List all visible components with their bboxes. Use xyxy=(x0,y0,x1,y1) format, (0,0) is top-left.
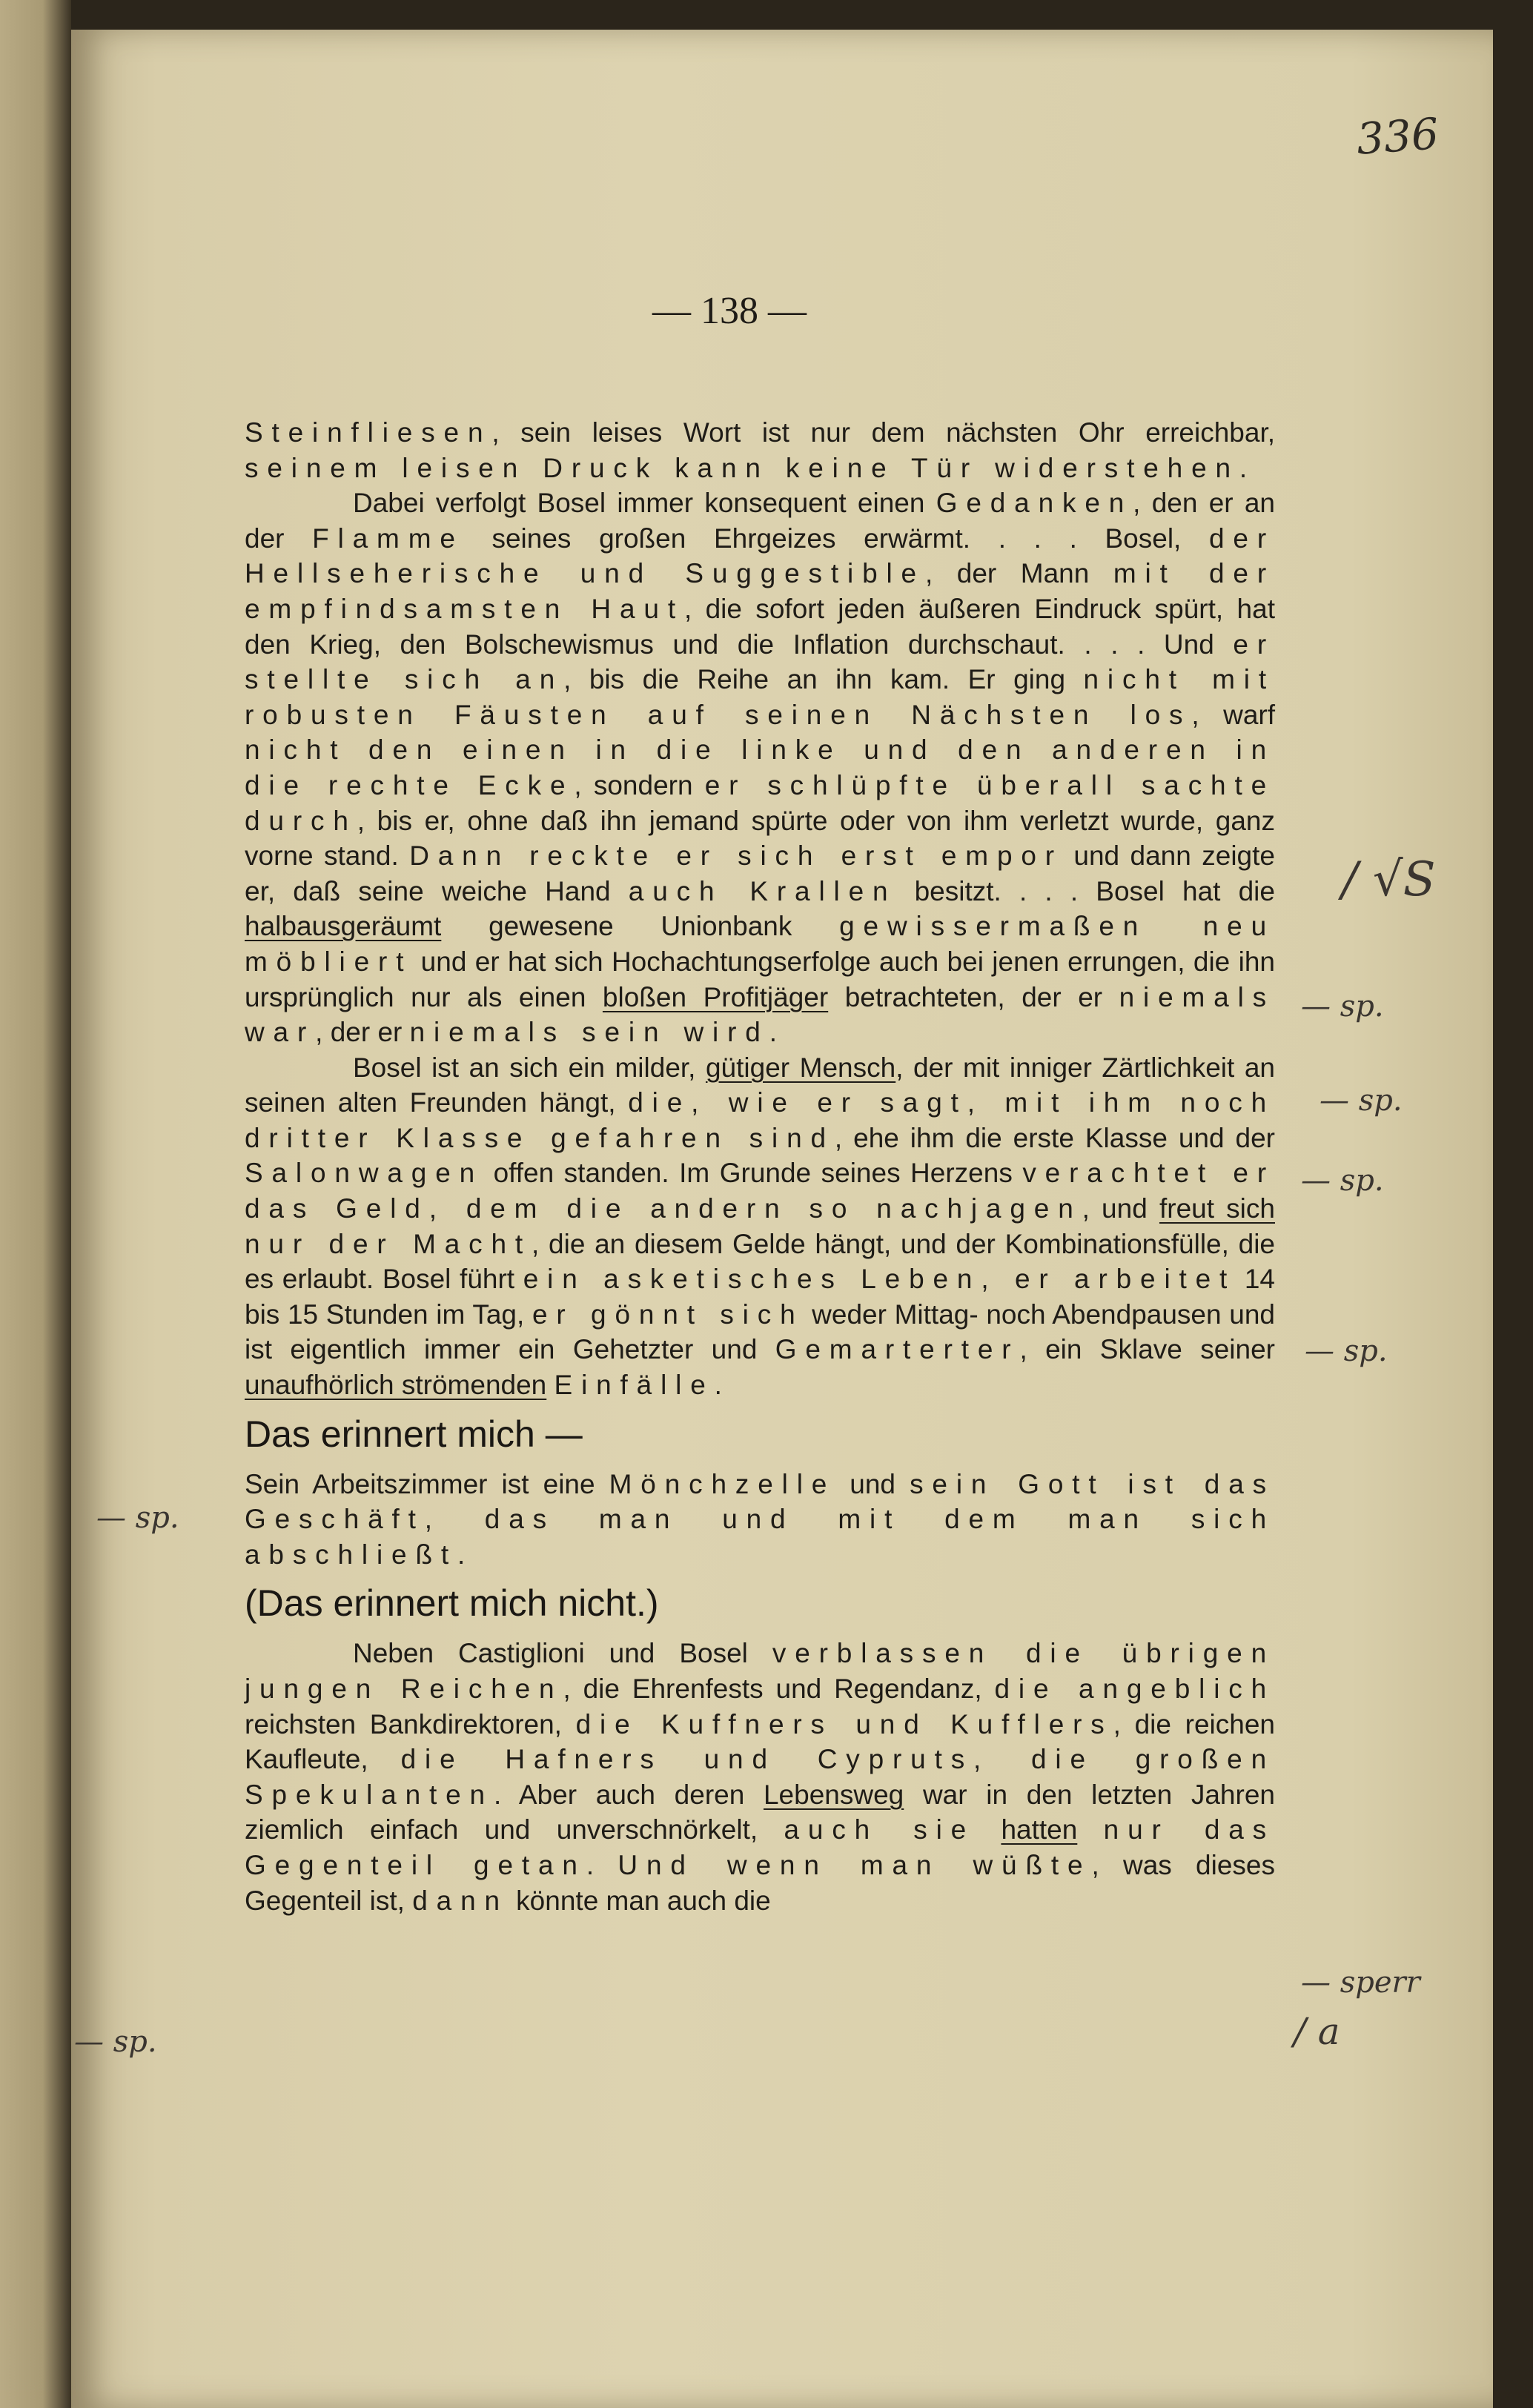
margin-mark-9: — sp. xyxy=(74,2025,157,2059)
spaced-emphasis: Mönchzelle xyxy=(609,1468,836,1499)
paragraph xyxy=(245,1050,1275,1403)
spaced-emphasis: niemals war xyxy=(245,981,1275,1048)
spaced-emphasis: Gedanken xyxy=(936,488,1133,519)
text-run: und er hat sich Hochachtungserfolge auch bei jenen errungen, die ihn ursprünglich nur als einen xyxy=(245,946,1275,1012)
text-run: besitzt. . . . Bosel hat die xyxy=(896,875,1275,906)
text-run: Dabei verfolgt Bosel immer konsequent einen xyxy=(353,488,936,519)
spaced-emphasis: seinem leisen Druck kann keine Tür widerstehen xyxy=(245,452,1239,483)
text-run: 14 bis 15 Stunden im Tag, xyxy=(245,1264,1275,1330)
text-run: , bis er, ohne daß ihn jemand spürte oder von ihm verletzt wurde, ganz vorne stand. xyxy=(245,805,1275,872)
spaced-emphasis: der Hellseherische und Suggestible xyxy=(245,523,1275,589)
text-run: , was dieses Gegenteil ist, xyxy=(245,1849,1276,1916)
page-number: — 138 — xyxy=(652,290,807,332)
text-run xyxy=(546,1370,554,1400)
spaced-emphasis: die Hafners und Cypruts, die großen Spekulanten xyxy=(245,1744,1276,1810)
spaced-emphasis: ein asketisches Leben, er arbeitet xyxy=(523,1264,1236,1295)
spaced-emphasis: nicht den einen in die linke und den anderen in die rechte Ecke xyxy=(245,734,1275,800)
spaced-emphasis: auch sie xyxy=(784,1814,976,1845)
margin-mark-8: / a xyxy=(1294,2010,1340,2053)
text-run: betrachteten, der er xyxy=(828,981,1119,1012)
spaced-emphasis: niemals sein wird xyxy=(409,1017,769,1048)
spaced-emphasis: die, wie er sagt, mit ihm noch dritter Klasse gefahren sind xyxy=(245,1087,1275,1153)
text-run: seines großen Ehrgeizes erwärmt. . . . Bosel, xyxy=(463,523,1209,554)
margin-mark-3: — sp. xyxy=(1320,1084,1403,1118)
text-run: , die Ehrenfests und Regendanz, xyxy=(563,1674,995,1704)
spaced-emphasis: verachtet er das Geld, dem die andern so nachjagen xyxy=(245,1158,1275,1224)
paragraph xyxy=(245,1467,1275,1573)
spaced-emphasis: verblassen die übrigen jungen Reichen xyxy=(245,1638,1275,1704)
spaced-emphasis: Gemarterter xyxy=(775,1334,1020,1365)
spaced-emphasis: nur das Gegenteil getan xyxy=(245,1814,1276,1880)
margin-mark-4: — sp. xyxy=(1301,1164,1384,1198)
underlined-text: gütiger Mensch xyxy=(705,1052,896,1083)
archive-number: 336 xyxy=(1354,108,1440,165)
spaced-emphasis: er stellte sich an xyxy=(245,628,1275,695)
text-run: , ein Sklave seiner xyxy=(1019,1334,1275,1365)
underlined-text: halbausgeräumt xyxy=(245,911,442,942)
text-run: war in den letzten Jahren ziemlich einfach und unverschnörkelt, xyxy=(245,1779,1275,1845)
text-run: , die reichen Kaufleute, xyxy=(245,1708,1275,1775)
margin-mark-1: / √S xyxy=(1342,852,1436,907)
underlined-text: unaufhörlich strömenden xyxy=(245,1370,547,1401)
spaced-emphasis: dann xyxy=(412,1885,509,1916)
facing-page-edge xyxy=(0,0,71,2408)
margin-mark-7: — sperr xyxy=(1301,1966,1420,2000)
spaced-emphasis: die angeblich xyxy=(994,1674,1276,1704)
text-run: , der mit inniger Zärtlichkeit an seinen alten Freunden hängt, xyxy=(245,1052,1275,1118)
text-run: . xyxy=(1239,452,1248,483)
section-heading: (Das erinnert mich nicht.) xyxy=(245,1582,659,1625)
spaced-emphasis: er gönnt sich xyxy=(532,1298,804,1330)
spaced-emphasis: die Kuffners und Kufflers xyxy=(575,1708,1113,1739)
paragraph xyxy=(245,1636,1275,1918)
spaced-emphasis: auch Krallen xyxy=(628,875,897,906)
text-run: . xyxy=(457,1539,466,1570)
text-run: . Aber auch deren xyxy=(493,1779,764,1810)
text-run: , die sofort jeden äußeren Eindruck spürt, hat den Krieg, den Bolschewismus und die Inflation durchschaut. . . . Und xyxy=(245,593,1275,660)
text-run: reichsten Bankdirektoren, xyxy=(245,1708,576,1739)
text-run: gewesene Unionbank xyxy=(441,911,840,942)
text-run: , und xyxy=(1082,1193,1159,1224)
spaced-emphasis: Salonwagen xyxy=(245,1158,484,1189)
spaced-emphasis: gewissermaßen neu möbliert xyxy=(245,911,1275,977)
body-text xyxy=(245,415,1275,1918)
text-run: , den er an der xyxy=(245,488,1276,554)
spaced-emphasis: nicht mit robusten Fäusten auf seinen Nächsten los xyxy=(245,664,1275,730)
text-run: Bosel ist an sich ein milder, xyxy=(353,1052,706,1083)
text-run: weder Mittag- noch Abendpausen und ist eigentlich immer ein Gehetzter und xyxy=(245,1298,1275,1365)
margin-mark-5: — sp. xyxy=(1305,1334,1388,1368)
underlined-text: freut sich xyxy=(1159,1193,1275,1224)
text-run: , der er xyxy=(315,1017,410,1048)
text-run: Sein Arbeitszimmer ist eine xyxy=(245,1468,609,1499)
underlined-text: bloßen Profitjäger xyxy=(602,981,829,1012)
text-run: , ehe ihm die erste Klasse und der xyxy=(834,1122,1275,1153)
underlined-text: Lebensweg xyxy=(763,1779,904,1810)
underlined-text: hatten xyxy=(1001,1814,1078,1845)
text-run: , der Mann xyxy=(924,558,1113,589)
text-run: offen standen. Im Grunde seines Herzens xyxy=(483,1158,1023,1189)
text-run xyxy=(975,1814,1001,1845)
paragraph xyxy=(245,485,1275,1050)
spaced-emphasis: nur der Macht xyxy=(245,1228,532,1259)
text-run: , warf xyxy=(1191,699,1275,730)
text-run: , sein leises Wort ist nur dem nächsten Ohr erreichbar, xyxy=(491,417,1275,448)
text-run: , sondern xyxy=(574,769,705,800)
paragraph xyxy=(245,415,1275,485)
text-run: , bis die Reihe an ihn kam. Er ging xyxy=(563,664,1084,695)
text-run xyxy=(1077,1814,1103,1845)
text-run: , die an diesem Gelde hängt, und der Kombinationsfülle, die es erlaubt. Bosel führt xyxy=(245,1228,1275,1295)
margin-mark-2: — sp. xyxy=(1301,989,1384,1024)
spaced-emphasis: Steinfliesen xyxy=(245,417,492,448)
spaced-emphasis: Einfälle xyxy=(554,1370,715,1401)
text-run: Neben Castiglioni und Bosel xyxy=(353,1638,772,1669)
text-run: und dann zeigte er, daß seine weiche Hand xyxy=(245,840,1275,906)
spaced-emphasis: Flamme xyxy=(312,523,464,554)
text-run: und xyxy=(835,1468,910,1499)
text-run: . xyxy=(714,1370,722,1401)
spaced-emphasis: mit der empfindsamsten Haut xyxy=(245,558,1275,624)
spaced-emphasis: Und wenn man wüßte xyxy=(617,1849,1092,1880)
spaced-emphasis: sein Gott ist das Geschäft, das man und mit dem man sich abschließt xyxy=(245,1468,1275,1570)
margin-mark-6: — sp. xyxy=(96,1501,179,1535)
spaced-emphasis: Dann reckte er sich erst empor xyxy=(409,840,1063,872)
section-heading: Das erinnert mich — xyxy=(245,1413,583,1455)
text-run: könnte man auch die xyxy=(508,1885,771,1916)
text-run: . xyxy=(769,1017,777,1048)
spaced-emphasis: er schlüpfte überall sachte durch xyxy=(245,769,1275,836)
text-run: . xyxy=(586,1849,618,1880)
